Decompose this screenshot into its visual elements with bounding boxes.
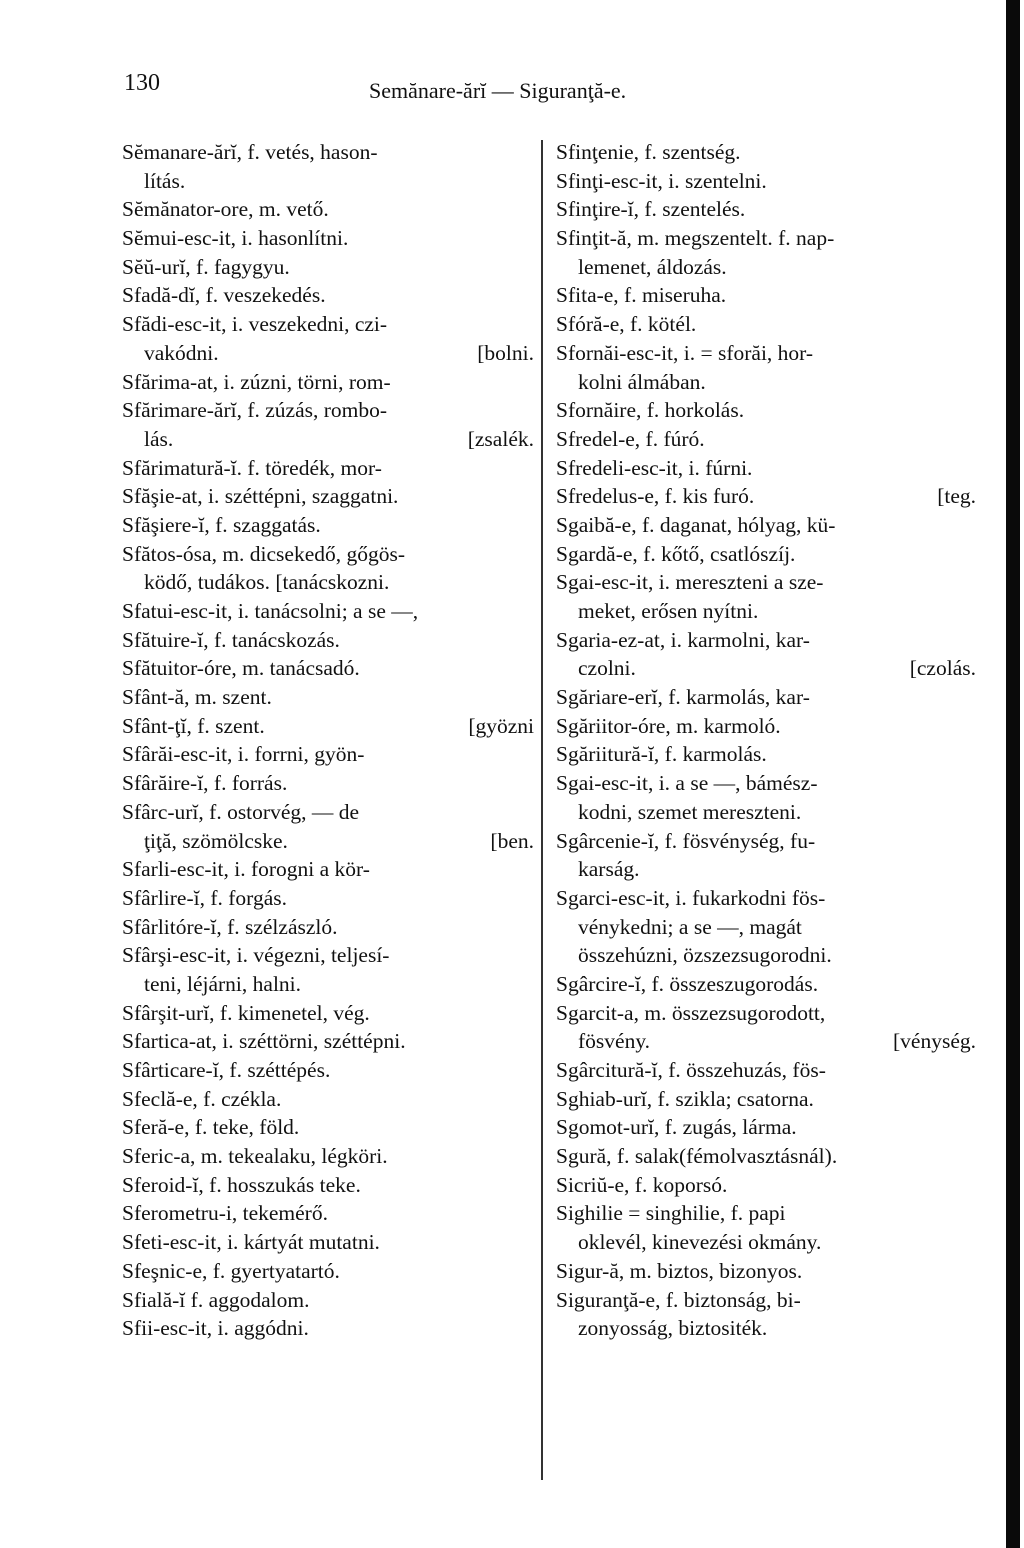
dictionary-line <box>122 1142 534 1171</box>
dictionary-line <box>122 999 534 1028</box>
entry-text: Sgarcit-a, m. összezsugorodott, <box>556 1000 826 1025</box>
entry-text: Sfânt-ţĭ, f. szent. <box>122 713 265 738</box>
entry-text: Sgai-esc-it, i. a se —, bámész- <box>556 771 818 796</box>
entry-text: Sfârticare-ĭ, f. széttépés. <box>122 1058 331 1082</box>
entry-text: Sfăşiere-ĭ, f. szaggatás. <box>122 512 321 537</box>
entry-text: Sfredelus-e, f. kis furó. <box>556 484 755 509</box>
dictionary-line <box>122 683 534 712</box>
dictionary-line <box>556 1085 976 1114</box>
entry-text: Sfătos-ósa, m. dicsekedő, gőgös- <box>122 541 406 566</box>
entry-text: Sfărimare-ărĭ, f. zúzás, rombo- <box>122 398 388 423</box>
entry-text: Sfărima-at, i. zúzni, törni, rom- <box>122 369 391 394</box>
entry-text: Sigur-ă, m. biztos, bizonyos. <box>556 1258 803 1283</box>
column-divider <box>541 140 543 1480</box>
entry-text: Sfarli-esc-it, i. forogni a kör- <box>122 857 370 882</box>
dictionary-line <box>556 1257 976 1286</box>
dictionary-line <box>122 740 534 769</box>
dictionary-line <box>122 396 534 425</box>
entry-text: Sgârcenie-ĭ, f. fösvénység, fu- <box>556 828 816 853</box>
dictionary-line <box>122 1056 534 1085</box>
entry-text: Sfătuire-ĭ, f. tanácskozás. <box>122 627 340 652</box>
dictionary-line <box>556 712 976 741</box>
entry-text: oklevél, kinevezési okmány. <box>578 1230 822 1255</box>
continuation-fragment: [bolni. <box>477 340 534 365</box>
entry-text: Sĕmui-esc-it, i. hasonlítni. <box>122 226 349 251</box>
entry-text: Sfârlire-ĭ, f. forgás. <box>122 885 287 910</box>
dictionary-line <box>556 597 976 626</box>
dictionary-line <box>122 1171 534 1200</box>
dictionary-line <box>556 339 976 368</box>
entry-text: Sfeti-esc-it, i. kártyát mutatni. <box>122 1230 380 1255</box>
dictionary-line <box>556 425 976 454</box>
dictionary-line <box>556 798 976 827</box>
entry-text: Sfădi-esc-it, i. veszekedni, czi- <box>122 312 388 337</box>
entry-text: Sghiab-urĭ, f. szikla; csatorna. <box>556 1086 814 1111</box>
continuation-fragment: [gyözni <box>468 713 534 738</box>
entry-text: Sferoid-ĭ, f. hosszukás teke. <box>122 1172 361 1197</box>
continuation-fragment: [teg. <box>937 484 976 509</box>
continuation-fragment: [czolás. <box>909 656 976 681</box>
dictionary-line <box>122 1027 534 1056</box>
entry-text: Sfăşie-at, i. széttépni, szaggatni. <box>122 484 399 509</box>
dictionary-line <box>556 683 976 712</box>
entry-text: Sfârc-urĭ, f. ostorvég, — de <box>122 799 360 824</box>
dictionary-line <box>122 167 534 196</box>
page-edge-border <box>1006 0 1020 1548</box>
entry-text: Sfredeli-esc-it, i. fúrni. <box>556 455 753 480</box>
entry-text: fösvény. <box>578 1029 651 1054</box>
entry-text: Sfinţi-esc-it, i. szentelni. <box>556 168 767 193</box>
entry-text: Sgăriare-erĭ, f. karmolás, kar- <box>556 685 810 710</box>
entry-text: Sĕmănator-ore, m. vető. <box>122 197 329 222</box>
entry-text: Sfârăire-ĭ, f. forrás. <box>122 771 288 796</box>
dictionary-line <box>122 827 534 856</box>
entry-text: Sfânt-ă, m. szent. <box>122 685 272 710</box>
left-column <box>122 138 534 1343</box>
dictionary-line <box>122 626 534 655</box>
entry-text: vakódni. <box>144 340 219 365</box>
entry-text: Sgai-esc-it, i. mereszteni a sze- <box>556 570 824 595</box>
entry-text: Sfornăi-esc-it, i. = sforăi, hor- <box>556 340 814 365</box>
dictionary-line <box>556 1171 976 1200</box>
dictionary-line <box>556 769 976 798</box>
dictionary-line <box>122 281 534 310</box>
dictionary-line <box>122 1314 534 1343</box>
entry-text: Sgârcitură-ĭ, f. összehuzás, fös- <box>556 1058 826 1082</box>
dictionary-line <box>556 1286 976 1315</box>
dictionary-line <box>556 167 976 196</box>
page-number: 130 <box>124 70 160 96</box>
dictionary-line <box>556 1027 976 1056</box>
dictionary-line <box>556 999 976 1028</box>
dictionary-line <box>122 1286 534 1315</box>
dictionary-line <box>556 540 976 569</box>
dictionary-line <box>122 884 534 913</box>
dictionary-line <box>556 740 976 769</box>
continuation-fragment: [zsalék. <box>467 426 534 451</box>
entry-text: Sfeclă-e, f. czékla. <box>122 1086 282 1111</box>
dictionary-line <box>122 195 534 224</box>
dictionary-line <box>122 224 534 253</box>
entry-text: Sferic-a, m. tekealaku, légköri. <box>122 1144 388 1169</box>
dictionary-line <box>122 941 534 970</box>
entry-text: Sferometru-i, tekemérő. <box>122 1201 328 1226</box>
dictionary-line <box>556 970 976 999</box>
entry-text: Sfeşnic-e, f. gyertyatartó. <box>122 1258 340 1283</box>
entry-text: ţiţă, szömölcske. <box>144 828 288 853</box>
entry-text: Sfinţenie, f. szentség. <box>556 140 741 164</box>
dictionary-line <box>556 941 976 970</box>
dictionary-line <box>122 425 534 454</box>
entry-text: kolni álmában. <box>578 369 706 394</box>
entry-text: Sighilie = singhilie, f. papi <box>556 1201 786 1226</box>
dictionary-line <box>122 339 534 368</box>
entry-text: Sfârşi-esc-it, i. végezni, teljesí- <box>122 943 390 968</box>
dictionary-line <box>556 884 976 913</box>
entry-text: Sgaria-ez-at, i. karmolni, kar- <box>556 627 810 652</box>
entry-text: Sfârlitóre-ĭ, f. szélzászló. <box>122 914 338 939</box>
entry-text: czolni. <box>578 656 636 681</box>
dictionary-line <box>122 511 534 540</box>
entry-text: Sfatui-esc-it, i. tanácsolni; a se —, <box>122 599 419 623</box>
entry-text: Sfii-esc-it, i. aggódni. <box>122 1316 309 1341</box>
dictionary-line <box>556 1056 976 1085</box>
entry-text: teni, léjárni, halni. <box>144 971 302 996</box>
entry-text: ködő, tudákos. [tanácskozni. <box>144 570 390 595</box>
continuation-fragment: [ben. <box>490 828 534 853</box>
dictionary-line <box>122 454 534 483</box>
dictionary-line <box>122 568 534 597</box>
dictionary-line <box>556 511 976 540</box>
dictionary-line <box>122 253 534 282</box>
dictionary-line <box>122 310 534 339</box>
entry-text: Sfărimatură-ĭ. f. töredék, mor- <box>122 455 382 480</box>
entry-text: Sgomot-urĭ, f. zugás, lárma. <box>556 1115 797 1140</box>
dictionary-line <box>122 1113 534 1142</box>
entry-text: Sfornăire, f. horkolás. <box>556 398 745 423</box>
dictionary-line <box>122 769 534 798</box>
page-header <box>124 70 724 110</box>
entry-text: Sfinţit-ă, m. megszentelt. f. nap- <box>556 226 835 251</box>
dictionary-line <box>556 1199 976 1228</box>
dictionary-line <box>556 1228 976 1257</box>
entry-text: Sgăriitor-óre, m. karmoló. <box>556 713 781 738</box>
dictionary-line <box>556 454 976 483</box>
entry-text: lás. <box>144 426 174 451</box>
dictionary-line <box>122 540 534 569</box>
entry-text: Sfartica-at, i. széttörni, széttépni. <box>122 1029 406 1054</box>
entry-text: Sfadă-dĭ, f. veszekedés. <box>122 283 326 308</box>
entry-text: lítás. <box>144 168 186 193</box>
entry-text: Sgardă-e, f. kőtő, csatlószíj. <box>556 541 796 566</box>
entry-text: Sfita-e, f. miseruha. <box>556 283 727 308</box>
entry-text: Sfóră-e, f. kötél. <box>556 312 697 337</box>
dictionary-line <box>556 855 976 884</box>
continuation-fragment: [vénység. <box>893 1029 976 1054</box>
dictionary-line <box>122 368 534 397</box>
dictionary-line <box>556 1113 976 1142</box>
dictionary-line <box>122 855 534 884</box>
entry-text: karság. <box>578 857 640 882</box>
entry-text: zonyosság, biztositék. <box>578 1316 768 1341</box>
dictionary-line <box>122 913 534 942</box>
dictionary-line <box>556 654 976 683</box>
dictionary-line <box>556 310 976 339</box>
dictionary-line <box>556 138 976 167</box>
dictionary-line <box>556 482 976 511</box>
entry-text: Sgarci-esc-it, i. fukarkodni fös- <box>556 885 826 910</box>
entry-text: Sicriŭ-e, f. koporsó. <box>556 1172 728 1197</box>
dictionary-line <box>122 138 534 167</box>
dictionary-line <box>122 1199 534 1228</box>
dictionary-line <box>556 224 976 253</box>
entry-text: Sgăriitură-ĭ, f. karmolás. <box>556 742 767 767</box>
dictionary-line <box>122 597 534 626</box>
dictionary-line <box>556 368 976 397</box>
entry-text: kodni, szemet mereszteni. <box>578 799 802 824</box>
dictionary-line <box>122 798 534 827</box>
entry-text: vénykedni; a se —, magát <box>578 914 802 939</box>
dictionary-line <box>122 712 534 741</box>
dictionary-line <box>556 195 976 224</box>
entry-text: lemenet, áldozás. <box>578 254 727 279</box>
dictionary-line <box>556 827 976 856</box>
dictionary-line <box>556 1314 976 1343</box>
entry-text: Sgârcire-ĭ, f. összeszugorodás. <box>556 971 819 996</box>
entry-text: Sgură, f. salak(fémolvasztásnál). <box>556 1144 838 1169</box>
dictionary-line <box>122 654 534 683</box>
right-column <box>556 138 976 1343</box>
dictionary-line <box>556 396 976 425</box>
entry-text: Sfredel-e, f. fúró. <box>556 426 705 451</box>
entry-text: Sĕmanare-ărĭ, f. vetés, hason- <box>122 140 378 164</box>
entry-text: Sferă-e, f. teke, föld. <box>122 1115 300 1140</box>
entry-text: meket, erősen nyítni. <box>578 599 759 623</box>
entry-text: Sfârşit-urĭ, f. kimenetel, vég. <box>122 1000 370 1025</box>
dictionary-line <box>122 482 534 511</box>
entry-text: összehúzni, özszezsugorodni. <box>578 943 832 968</box>
entry-text: Sfârăi-esc-it, i. forrni, gyön- <box>122 742 365 767</box>
dictionary-line <box>122 1228 534 1257</box>
dictionary-line <box>556 568 976 597</box>
entry-text: Sfinţire-ĭ, f. szentelés. <box>556 197 746 222</box>
dictionary-line <box>556 1142 976 1171</box>
entry-text: Siguranţă-e, f. biztonság, bi- <box>556 1287 801 1312</box>
entry-text: Sfială-ĭ f. aggodalom. <box>122 1287 310 1312</box>
dictionary-line <box>122 970 534 999</box>
entry-text: Sfătuitor-óre, m. tanácsadó. <box>122 656 360 681</box>
entry-text: Sĕŭ-urĭ, f. fagygyu. <box>122 254 290 279</box>
running-head: Semănare-ărĭ — Siguranţă-e. <box>369 78 627 103</box>
dictionary-line <box>556 913 976 942</box>
entry-text: Sgaibă-e, f. daganat, hólyag, kü- <box>556 512 836 537</box>
dictionary-line <box>556 626 976 655</box>
dictionary-line <box>122 1257 534 1286</box>
dictionary-line <box>122 1085 534 1114</box>
dictionary-line <box>556 281 976 310</box>
dictionary-line <box>556 253 976 282</box>
